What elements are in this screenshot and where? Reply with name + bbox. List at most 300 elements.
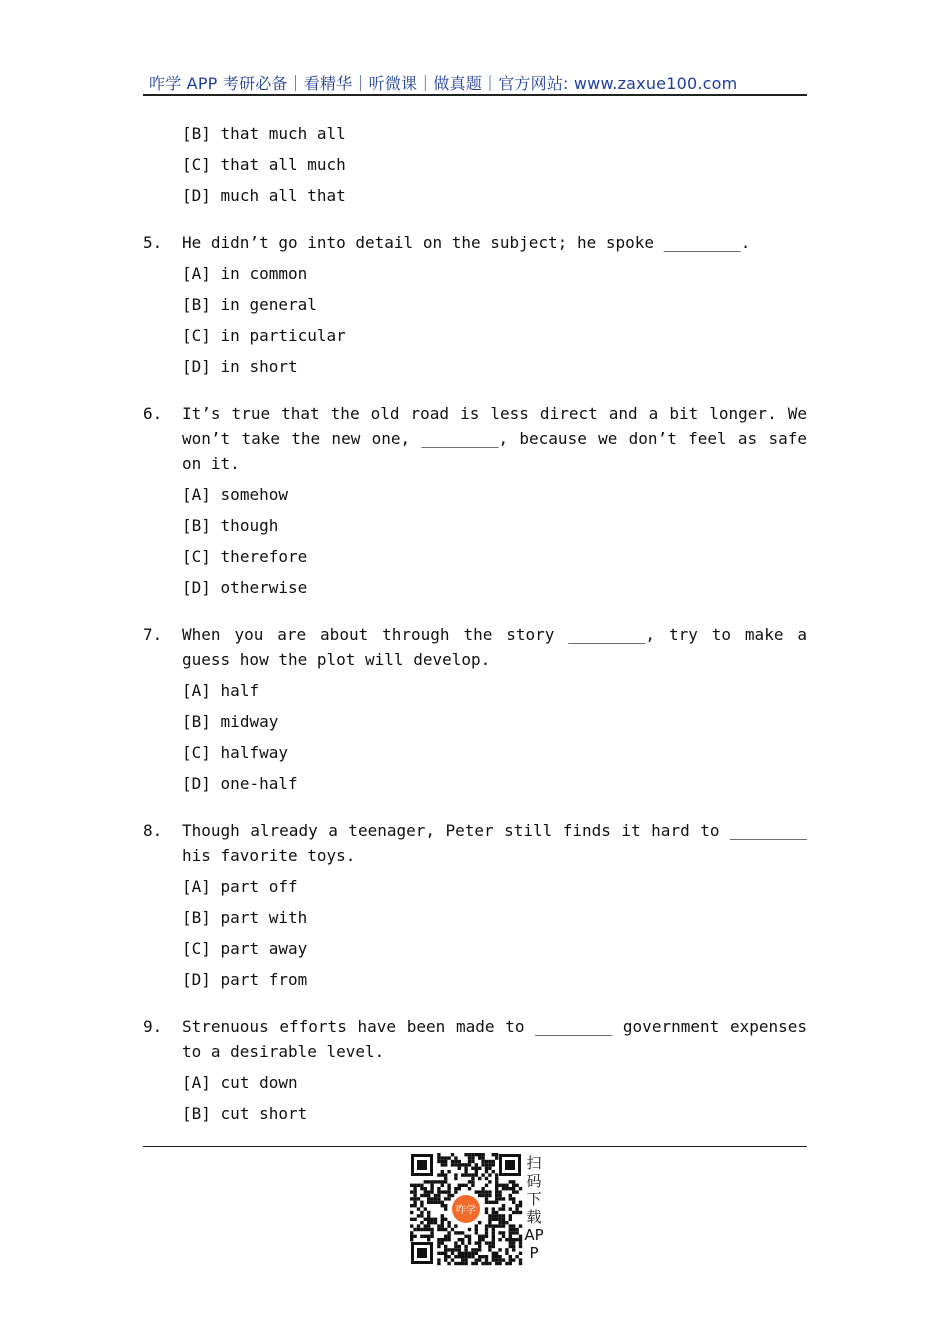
qr-module xyxy=(512,1228,515,1231)
option-text: part off xyxy=(220,877,298,896)
qr-module xyxy=(427,1218,430,1221)
qr-module xyxy=(485,1194,488,1197)
qr-module xyxy=(488,1194,491,1197)
qr-module xyxy=(498,1224,501,1227)
qr-module xyxy=(437,1252,440,1255)
qr-module xyxy=(471,1248,474,1251)
qr-module xyxy=(488,1163,491,1166)
qr-module xyxy=(471,1156,474,1159)
qr-module xyxy=(502,1221,505,1224)
qr-module xyxy=(488,1221,491,1224)
qr-module xyxy=(498,1218,501,1221)
qr-module xyxy=(502,1197,505,1200)
qr-module xyxy=(464,1252,467,1255)
option-label: [A] xyxy=(182,264,211,283)
qr-module xyxy=(502,1258,505,1261)
qr-module xyxy=(430,1221,433,1224)
qr-module xyxy=(454,1177,457,1180)
option xyxy=(182,118,807,149)
qr-module xyxy=(515,1255,518,1258)
qr-module xyxy=(515,1238,518,1241)
qr-module xyxy=(458,1255,461,1258)
qr-module xyxy=(498,1255,501,1258)
qr-module xyxy=(447,1184,450,1187)
qr-module xyxy=(495,1156,498,1159)
option-text: one-half xyxy=(220,774,298,793)
qr-module xyxy=(444,1238,447,1241)
qr-module xyxy=(485,1163,488,1166)
qr-module xyxy=(495,1224,498,1227)
qr-module xyxy=(478,1167,481,1170)
qr-module xyxy=(475,1248,478,1251)
qr-module xyxy=(430,1180,433,1183)
qr-module xyxy=(458,1262,461,1265)
qr-module xyxy=(420,1187,423,1190)
qr-module xyxy=(502,1207,505,1210)
qr-module xyxy=(478,1241,481,1244)
qr-module xyxy=(468,1238,471,1241)
qr-module xyxy=(451,1160,454,1163)
qr-module xyxy=(461,1238,464,1241)
qr-module xyxy=(461,1241,464,1244)
option-label: [B] xyxy=(182,516,211,535)
qr-module xyxy=(420,1221,423,1224)
question-7 xyxy=(143,622,807,799)
qr-module xyxy=(475,1231,478,1234)
qr-module xyxy=(420,1228,423,1231)
qr-module xyxy=(492,1235,495,1238)
qr-module xyxy=(471,1262,474,1265)
qr-module xyxy=(447,1231,450,1234)
qr-module xyxy=(485,1177,488,1180)
qr-module xyxy=(447,1170,450,1173)
question-stem: It’s true that the old road is less direct and a bit longer. We won’t take the new one, ________, because we don’t feel as safe on it. xyxy=(182,404,807,473)
qr-module xyxy=(509,1241,512,1244)
qr-module xyxy=(468,1160,471,1163)
option-text: cut down xyxy=(220,1073,298,1092)
qr-module xyxy=(475,1153,478,1156)
qr-module xyxy=(505,1248,508,1251)
option xyxy=(182,572,807,603)
option xyxy=(182,933,807,964)
qr-module xyxy=(509,1218,512,1221)
qr-module xyxy=(468,1153,471,1156)
question-stem: Though already a teenager, Peter still finds it hard to ________ his favorite toys. xyxy=(182,821,807,865)
question-9 xyxy=(143,1014,807,1129)
qr-module xyxy=(430,1218,433,1221)
qr-module xyxy=(441,1241,444,1244)
qr-module xyxy=(427,1190,430,1193)
qr-module xyxy=(481,1153,484,1156)
qr-module xyxy=(485,1167,488,1170)
footer-divider xyxy=(143,1146,807,1147)
qr-module xyxy=(488,1160,491,1163)
qr-module xyxy=(427,1201,430,1204)
option-label: [B] xyxy=(182,1104,211,1123)
qr-module xyxy=(424,1228,427,1231)
qr-module xyxy=(468,1173,471,1176)
qr-module xyxy=(410,1190,413,1193)
qr-module xyxy=(461,1173,464,1176)
qr-module xyxy=(478,1194,481,1197)
option xyxy=(182,541,807,572)
qr-module xyxy=(488,1241,491,1244)
qr-module xyxy=(492,1153,495,1156)
qr-module xyxy=(502,1214,505,1217)
qr-module xyxy=(485,1224,488,1227)
qr-module xyxy=(441,1173,444,1176)
qr-module xyxy=(437,1224,440,1227)
question-8 xyxy=(143,818,807,995)
qr-module xyxy=(441,1156,444,1159)
qr-module xyxy=(437,1194,440,1197)
qr-module xyxy=(424,1224,427,1227)
qr-module xyxy=(485,1235,488,1238)
qr-module xyxy=(454,1187,457,1190)
qr-module xyxy=(471,1167,474,1170)
option-text: much all that xyxy=(220,186,346,205)
qr-module xyxy=(427,1221,430,1224)
qr-module xyxy=(424,1218,427,1221)
option xyxy=(182,706,807,737)
qr-module xyxy=(498,1207,501,1210)
qr-module xyxy=(417,1197,420,1200)
qr-module xyxy=(413,1204,416,1207)
qr-module xyxy=(485,1197,488,1200)
qr-module xyxy=(495,1173,498,1176)
qr-module xyxy=(481,1187,484,1190)
qr-module xyxy=(420,1194,423,1197)
qr-module xyxy=(468,1235,471,1238)
qr-module xyxy=(495,1255,498,1258)
qr-module xyxy=(512,1258,515,1261)
qr-module xyxy=(454,1245,457,1248)
qr-module xyxy=(441,1221,444,1224)
qr-module xyxy=(495,1197,498,1200)
qr-module xyxy=(515,1190,518,1193)
qr-module xyxy=(492,1245,495,1248)
qr-module xyxy=(427,1194,430,1197)
qr-module xyxy=(427,1214,430,1217)
qr-module xyxy=(464,1235,467,1238)
qr-module xyxy=(509,1207,512,1210)
qr-module xyxy=(471,1160,474,1163)
qr-module xyxy=(413,1235,416,1238)
option-label: [A] xyxy=(182,877,211,896)
qr-module xyxy=(468,1163,471,1166)
qr-logo-badge: 咋学 xyxy=(456,1205,476,1216)
option-text: though xyxy=(220,516,279,535)
qr-module xyxy=(495,1201,498,1204)
qr-module xyxy=(417,1207,420,1210)
qr-module xyxy=(509,1187,512,1190)
qr-module xyxy=(444,1173,447,1176)
qr-module xyxy=(441,1163,444,1166)
option xyxy=(182,258,807,289)
qr-module xyxy=(485,1170,488,1173)
qr-module xyxy=(505,1238,508,1241)
qr-module xyxy=(475,1190,478,1193)
qr-module xyxy=(420,1184,423,1187)
question-number: 9. xyxy=(143,1017,163,1036)
option xyxy=(182,1067,807,1098)
qr-module xyxy=(509,1231,512,1234)
qr-module xyxy=(434,1221,437,1224)
option-label: [D] xyxy=(182,186,211,205)
qr-module xyxy=(444,1156,447,1159)
qr-module xyxy=(512,1231,515,1234)
option-text: that all much xyxy=(220,155,346,174)
qr-module xyxy=(437,1238,440,1241)
option xyxy=(182,479,807,510)
qr-module xyxy=(475,1241,478,1244)
qr-module xyxy=(434,1194,437,1197)
qr-module xyxy=(492,1170,495,1173)
qr-module xyxy=(441,1224,444,1227)
qr-module xyxy=(454,1163,457,1166)
qr-module xyxy=(451,1163,454,1166)
qr-module xyxy=(430,1197,433,1200)
qr-finder-top-right xyxy=(499,1154,521,1176)
qr-module xyxy=(410,1204,413,1207)
qr-module xyxy=(492,1163,495,1166)
question-number: 5. xyxy=(143,233,163,252)
header-text: 咋学 APP 考研必备｜看精华｜听微课｜做真题｜官方网站: www.zaxue100.com xyxy=(149,74,738,93)
qr-module xyxy=(515,1228,518,1231)
option-label: [A] xyxy=(182,485,211,504)
qr-module xyxy=(471,1153,474,1156)
qr-module xyxy=(464,1262,467,1265)
qr-module xyxy=(451,1153,454,1156)
qr-module xyxy=(430,1184,433,1187)
qr-module xyxy=(461,1163,464,1166)
option-label: [D] xyxy=(182,578,211,597)
qr-module xyxy=(437,1262,440,1265)
qr-module xyxy=(495,1194,498,1197)
qr-module xyxy=(454,1156,457,1159)
qr-module xyxy=(488,1218,491,1221)
qr-module xyxy=(471,1173,474,1176)
qr-module xyxy=(505,1221,508,1224)
qr-module xyxy=(492,1218,495,1221)
qr-module xyxy=(478,1153,481,1156)
qr-module xyxy=(492,1241,495,1244)
qr-module xyxy=(451,1228,454,1231)
qr-module xyxy=(488,1173,491,1176)
qr-module xyxy=(424,1207,427,1210)
option-text: midway xyxy=(220,712,279,731)
qr-module xyxy=(509,1194,512,1197)
qr-module xyxy=(498,1197,501,1200)
qr-code-graphic xyxy=(409,1152,523,1266)
qr-module xyxy=(461,1231,464,1234)
qr-code[interactable] xyxy=(409,1152,523,1266)
option xyxy=(182,964,807,995)
qr-module xyxy=(478,1248,481,1251)
option-text: in particular xyxy=(220,326,346,345)
qr-module xyxy=(430,1201,433,1204)
qr-module xyxy=(505,1262,508,1265)
qr-module xyxy=(444,1180,447,1183)
option-text: somehow xyxy=(220,485,288,504)
qr-module xyxy=(464,1255,467,1258)
qr-module xyxy=(481,1235,484,1238)
qr-module xyxy=(481,1160,484,1163)
qr-module xyxy=(451,1248,454,1251)
qr-module xyxy=(444,1177,447,1180)
qr-module xyxy=(492,1160,495,1163)
qr-module xyxy=(447,1262,450,1265)
qr-module xyxy=(492,1224,495,1227)
option xyxy=(182,180,807,211)
qr-module xyxy=(498,1194,501,1197)
qr-module xyxy=(451,1252,454,1255)
qr-module xyxy=(468,1180,471,1183)
qr-module xyxy=(485,1201,488,1204)
qr-module xyxy=(444,1218,447,1221)
qr-module xyxy=(512,1184,515,1187)
qr-module xyxy=(437,1245,440,1248)
option-label: [D] xyxy=(182,970,211,989)
qr-module xyxy=(413,1187,416,1190)
option-text: halfway xyxy=(220,743,288,762)
question-stem: Strenuous efforts have been made to ________ government expenses to a desirable level. xyxy=(182,1017,807,1061)
qr-module xyxy=(478,1238,481,1241)
qr-module xyxy=(437,1190,440,1193)
option xyxy=(182,320,807,351)
qr-module xyxy=(485,1160,488,1163)
qr-module xyxy=(519,1262,522,1265)
qr-module xyxy=(498,1190,501,1193)
option-text: part from xyxy=(220,970,308,989)
qr-module xyxy=(481,1173,484,1176)
qr-module xyxy=(454,1224,457,1227)
qr-module xyxy=(512,1211,515,1214)
qr-module xyxy=(444,1235,447,1238)
option-label: [C] xyxy=(182,743,211,762)
qr-module xyxy=(498,1221,501,1224)
option-label: [A] xyxy=(182,681,211,700)
qr-module xyxy=(485,1262,488,1265)
qr-module xyxy=(492,1228,495,1231)
qr-module xyxy=(492,1258,495,1261)
page-header xyxy=(143,64,807,96)
qr-module xyxy=(437,1258,440,1261)
qr-module xyxy=(478,1177,481,1180)
option-text: that much all xyxy=(220,124,346,143)
qr-module xyxy=(447,1190,450,1193)
qr-module xyxy=(475,1163,478,1166)
qr-module xyxy=(464,1153,467,1156)
qr-module xyxy=(444,1160,447,1163)
qr-module xyxy=(492,1252,495,1255)
qr-module xyxy=(410,1184,413,1187)
qr-module xyxy=(488,1245,491,1248)
qr-module xyxy=(447,1248,450,1251)
qr-module xyxy=(468,1187,471,1190)
qr-module xyxy=(509,1197,512,1200)
qr-module xyxy=(447,1187,450,1190)
qr-module xyxy=(498,1258,501,1261)
qr-module xyxy=(427,1228,430,1231)
qr-module xyxy=(444,1204,447,1207)
qr-module xyxy=(512,1241,515,1244)
qr-module xyxy=(464,1258,467,1261)
qr-module xyxy=(454,1190,457,1193)
qr-module xyxy=(420,1214,423,1217)
qr-module xyxy=(475,1167,478,1170)
option xyxy=(182,149,807,180)
qr-module xyxy=(447,1197,450,1200)
qr-module xyxy=(478,1190,481,1193)
qr-module xyxy=(495,1180,498,1183)
qr-module xyxy=(441,1184,444,1187)
qr-module xyxy=(430,1190,433,1193)
qr-module xyxy=(458,1248,461,1251)
qr-module xyxy=(515,1231,518,1234)
qr-module xyxy=(502,1184,505,1187)
qr-module xyxy=(420,1204,423,1207)
qr-module xyxy=(437,1153,440,1156)
qr-module xyxy=(488,1167,491,1170)
option xyxy=(182,871,807,902)
qr-module xyxy=(475,1170,478,1173)
qr-module xyxy=(454,1173,457,1176)
qr-module xyxy=(498,1231,501,1234)
qr-module xyxy=(509,1224,512,1227)
qr-module xyxy=(458,1160,461,1163)
qr-module xyxy=(410,1231,413,1234)
qr-module xyxy=(509,1214,512,1217)
qr-module xyxy=(454,1262,457,1265)
qr-module xyxy=(447,1235,450,1238)
qr-module xyxy=(498,1262,501,1265)
qr-module xyxy=(437,1187,440,1190)
qr-module xyxy=(488,1224,491,1227)
qr-module xyxy=(485,1241,488,1244)
qr-module xyxy=(410,1197,413,1200)
qr-module xyxy=(515,1204,518,1207)
qr-module xyxy=(424,1180,427,1183)
qr-module xyxy=(478,1221,481,1224)
option-label: [B] xyxy=(182,124,211,143)
option-text: otherwise xyxy=(220,578,308,597)
qr-module xyxy=(441,1228,444,1231)
qr-module xyxy=(427,1197,430,1200)
qr-module xyxy=(509,1258,512,1261)
qr-module xyxy=(444,1252,447,1255)
option-text: part away xyxy=(220,939,308,958)
qr-module xyxy=(424,1235,427,1238)
option-text: in common xyxy=(220,264,308,283)
qr-module xyxy=(492,1211,495,1214)
qr-module xyxy=(437,1160,440,1163)
qr-module xyxy=(454,1160,457,1163)
qr-module xyxy=(437,1241,440,1244)
qr-module xyxy=(509,1228,512,1231)
qr-module xyxy=(441,1160,444,1163)
qr-module xyxy=(461,1252,464,1255)
qr-module xyxy=(495,1184,498,1187)
qr-module xyxy=(485,1190,488,1193)
qr-module xyxy=(444,1255,447,1258)
qr-module xyxy=(458,1163,461,1166)
qr-module xyxy=(424,1187,427,1190)
question-list xyxy=(143,118,807,1129)
qr-module xyxy=(417,1214,420,1217)
qr-module xyxy=(488,1180,491,1183)
qr-module xyxy=(447,1221,450,1224)
